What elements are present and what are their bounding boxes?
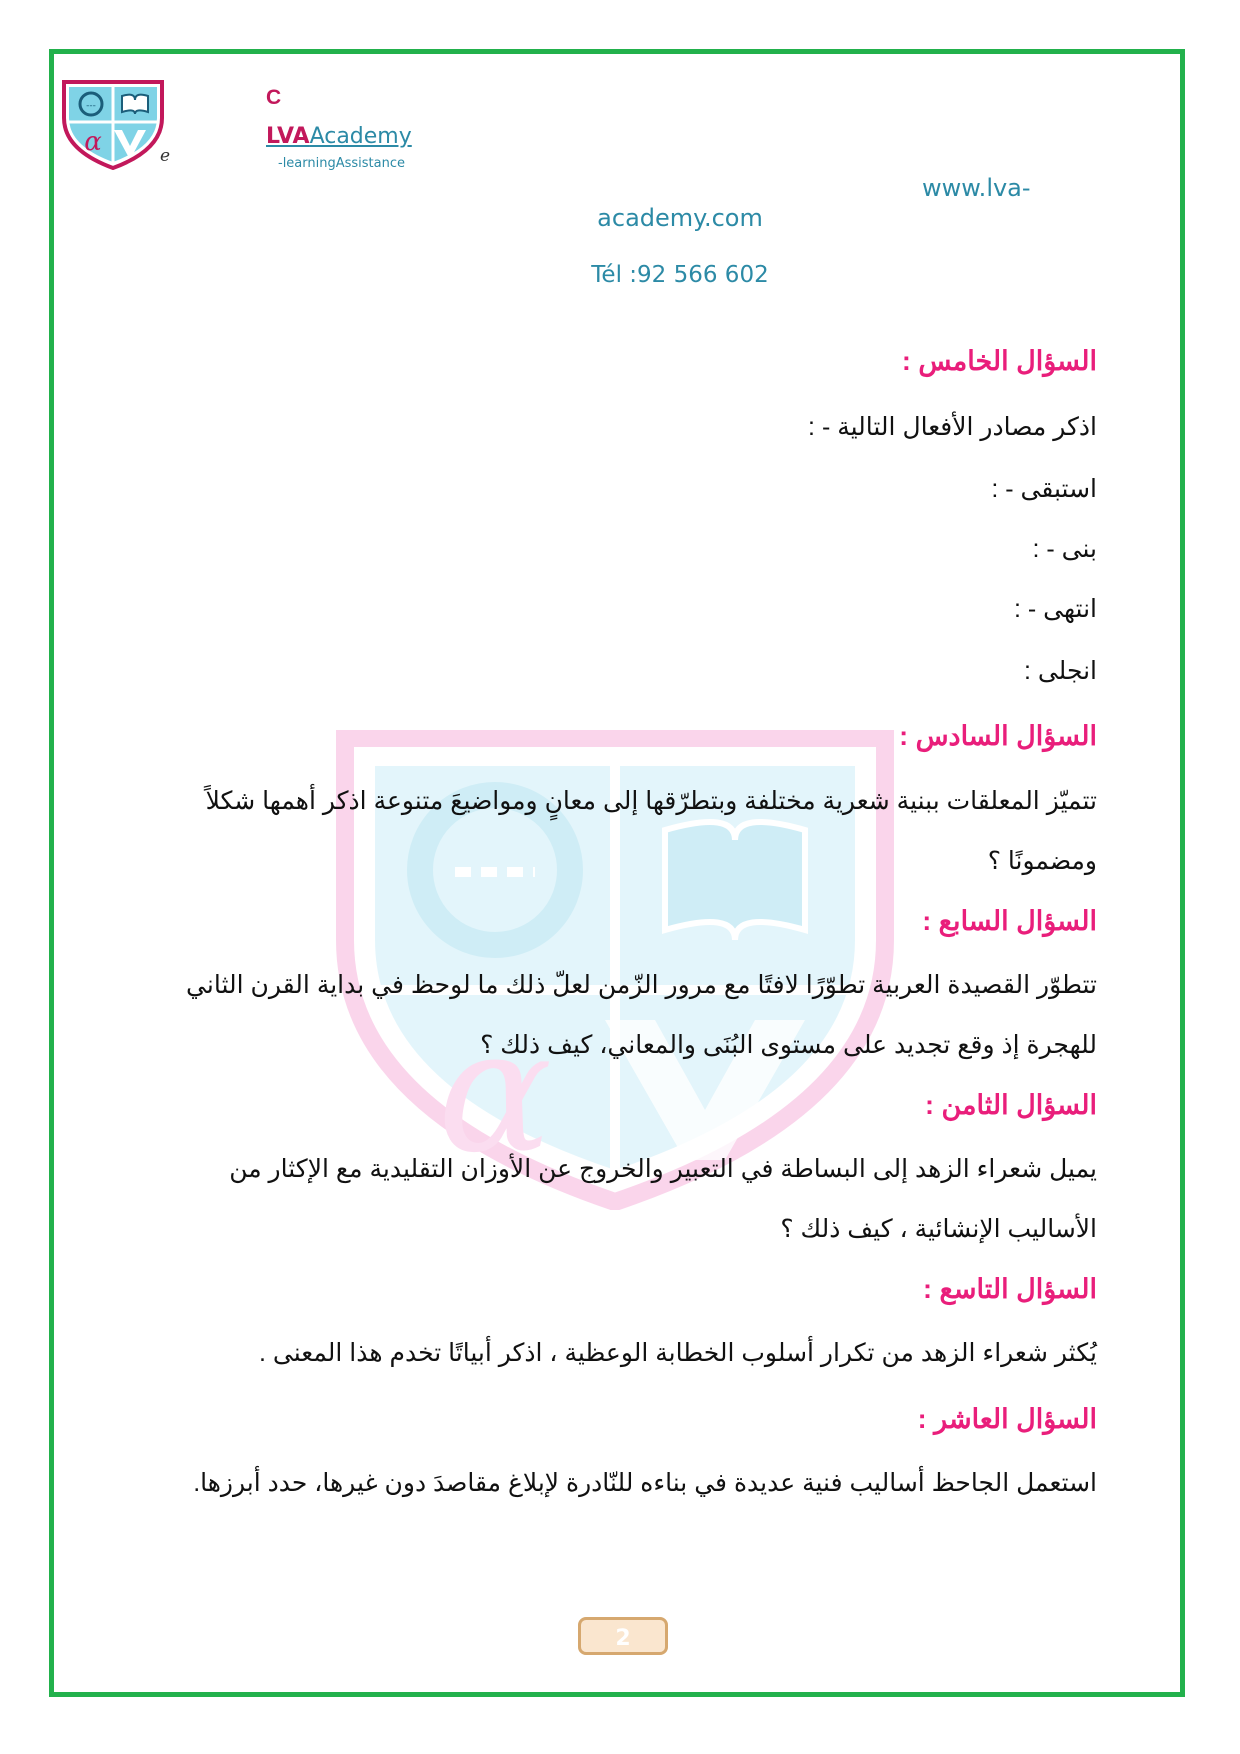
logo-letter-e: e [160,146,171,166]
page-number: 2 [578,1617,668,1655]
question-8-text-2: الأساليب الإنشائية ، كيف ذلك ؟ [780,1215,1097,1243]
question-5-title: السؤال الخامس : [901,346,1097,376]
question-5-item-3: انتهى - : [1014,595,1097,623]
question-9-title: السؤال التاسع : [923,1274,1097,1304]
question-8-text-1: يميل شعراء الزهد إلى البساطة في التعبير والخروج عن الأوزان التقليدية مع الإكثار من [229,1155,1097,1183]
question-5-text: اذكر مصادر الأفعال التالية - : [808,413,1097,441]
brand-lva: LVA [266,124,310,149]
question-7-title: السؤال السابع : [922,906,1097,936]
brand-tagline: -learningAssistance [278,156,405,171]
svg-text:α: α [84,127,102,157]
website-line-1: www.lva- [922,174,1031,202]
question-10-title: السؤال العاشر : [917,1404,1097,1434]
question-5-item-4: انجلى : [1023,657,1097,685]
question-10-text: استعمل الجاحظ أساليب فنية عديدة في بناءه للنّادرة لإبلاغ مقاصدَ دون غيرها، حدد أبرزها. [193,1469,1097,1497]
phone-number: Tél :92 566 602 [591,262,769,288]
question-9-text: يُكثر شعراء الزهد من تكرار أسلوب الخطابة الوعظية ، اذكر أبياتًا تخدم هذا المعنى . [258,1339,1097,1367]
question-6-text-1: تتميّز المعلقات ببنية شعرية مختلفة وبتطرّقها إلى معانٍ ومواضيعَ متنوعة اذكر أهمها شكلاً [205,787,1097,815]
question-5-item-2: بنى - : [1032,535,1097,563]
brand-initial: C [266,86,282,109]
svg-text:---: --- [86,101,96,111]
brand-academy: Academy [309,124,412,149]
website-line-2: academy.com [597,204,763,232]
question-7-text-1: تتطوّر القصيدة العربية تطوّرًا لافتًا مع مرور الزّمن لعلّ ذلك ما لوحظ في بداية القرن الثاني [186,971,1097,999]
question-6-text-2: ومضمونًا ؟ [987,847,1097,875]
question-8-title: السؤال الثامن : [925,1090,1097,1120]
svg-text:α: α [437,993,553,1191]
question-5-item-1: استبقى - : [991,475,1097,503]
question-7-text-2: للهجرة إذ وقع تجديد على مستوى البُنَى والمعاني، كيف ذلك ؟ [480,1031,1097,1059]
question-6-title: السؤال السادس : [899,721,1097,751]
